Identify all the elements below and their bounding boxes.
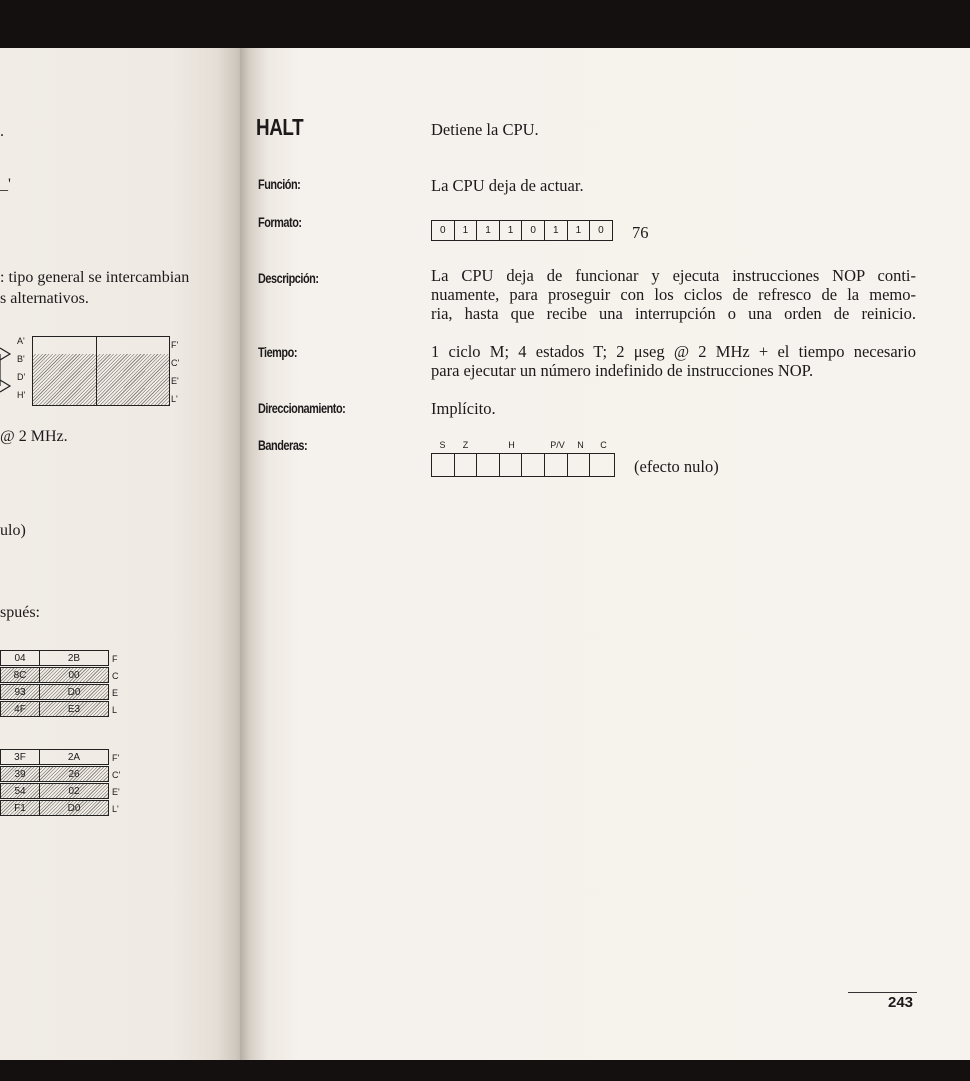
table-row: F1 D0	[0, 800, 108, 816]
funcion-text: La CPU deja de actuar.	[431, 176, 584, 195]
descripcion-text: La CPU deja de funcionar y ejecuta instrucciones NOP conti- nuamente, para proseguir con los ciclos de refresco de la memo- ria, hasta que recibe una interrupción o una orden de reinicio.	[431, 266, 916, 323]
reg-label-b-alt: B'	[17, 354, 25, 364]
flag-letter	[523, 440, 546, 453]
reg-label-h-alt: H'	[17, 390, 26, 400]
format-bit: 1	[455, 221, 478, 240]
format-bit: 1	[568, 221, 591, 240]
tiempo-text: 1 ciclo M; 4 estados T; 2 μseg @ 2 MHz + el tiempo necesario para ejecutar un número indefinido de instrucciones NOP.	[431, 342, 916, 380]
descripcion-label: Descripción:	[258, 270, 319, 286]
instruction-mnemonic: HALT	[256, 114, 304, 140]
reg-label-e-alt: E'	[171, 376, 179, 386]
format-bit: 0	[522, 221, 545, 240]
flag-letter: P/V	[550, 440, 565, 450]
banderas-effect: (efecto nulo)	[634, 457, 719, 476]
direccionamiento-label: Direccionamiento:	[258, 400, 346, 416]
table-row: 8C 00	[0, 667, 108, 683]
register-table-alt-after: 3F 2A 39 26 54 02 F1 D0 F' C' E' L'	[0, 749, 130, 819]
text-line-1: : tipo general se intercambian	[0, 269, 190, 286]
text-fragment-1: .	[0, 123, 4, 140]
table-row: 39 26	[0, 766, 108, 782]
right-page	[240, 48, 970, 1060]
flag-letter: C	[600, 440, 607, 450]
flag-bit-boxes	[431, 453, 615, 477]
table-row: 93 D0	[0, 684, 108, 700]
text-line-2: s alternativos.	[0, 290, 89, 307]
instruction-summary: Detiene la CPU.	[431, 120, 539, 139]
banderas-label: Banderas:	[258, 437, 308, 453]
opcode-hex: 76	[632, 223, 649, 242]
alt-registers-diagram	[0, 332, 200, 408]
reg-label-l-alt: L'	[171, 394, 178, 404]
reg-label-a-alt: A'	[17, 336, 25, 346]
format-bit: 1	[477, 221, 500, 240]
exchange-arrows-icon	[0, 332, 30, 408]
format-bit: 0	[598, 225, 604, 236]
flag-letter: S	[439, 440, 446, 450]
table-row: 04 2B	[0, 650, 108, 666]
nulo-text: ulo)	[0, 522, 26, 539]
formato-label: Formato:	[258, 214, 302, 230]
reg-label-f-alt: F'	[171, 340, 179, 350]
table-row: 54 02	[0, 783, 108, 799]
reg-label-d-alt: D'	[17, 372, 26, 382]
speed-text: @ 2 MHz.	[0, 428, 68, 445]
format-bit: 1	[500, 221, 523, 240]
flag-letter	[477, 440, 500, 453]
format-bit: 0	[432, 221, 455, 240]
format-bit: 1	[545, 221, 568, 240]
register-table-after: 04 2B 8C 00 93 D0 4F E3 F C E L	[0, 650, 130, 720]
direccionamiento-text: Implícito.	[431, 399, 496, 418]
table-row: 3F 2A	[0, 749, 108, 765]
flag-letter: Z	[462, 440, 469, 450]
funcion-label: Función:	[258, 176, 301, 192]
table-row: 4F E3	[0, 701, 108, 717]
page-number-rule	[848, 992, 917, 993]
flags-register	[431, 440, 615, 477]
flag-letter: H	[508, 440, 515, 450]
tiempo-label: Tiempo:	[258, 344, 297, 360]
reg-label-c-alt: C'	[171, 358, 180, 368]
text-fragment-2: _'	[0, 176, 11, 193]
flag-letter: N	[577, 440, 584, 450]
format-bit-boxes	[431, 220, 613, 241]
left-page	[0, 48, 246, 1060]
despues-text: spués:	[0, 604, 40, 621]
page-number: 243	[888, 994, 914, 1011]
